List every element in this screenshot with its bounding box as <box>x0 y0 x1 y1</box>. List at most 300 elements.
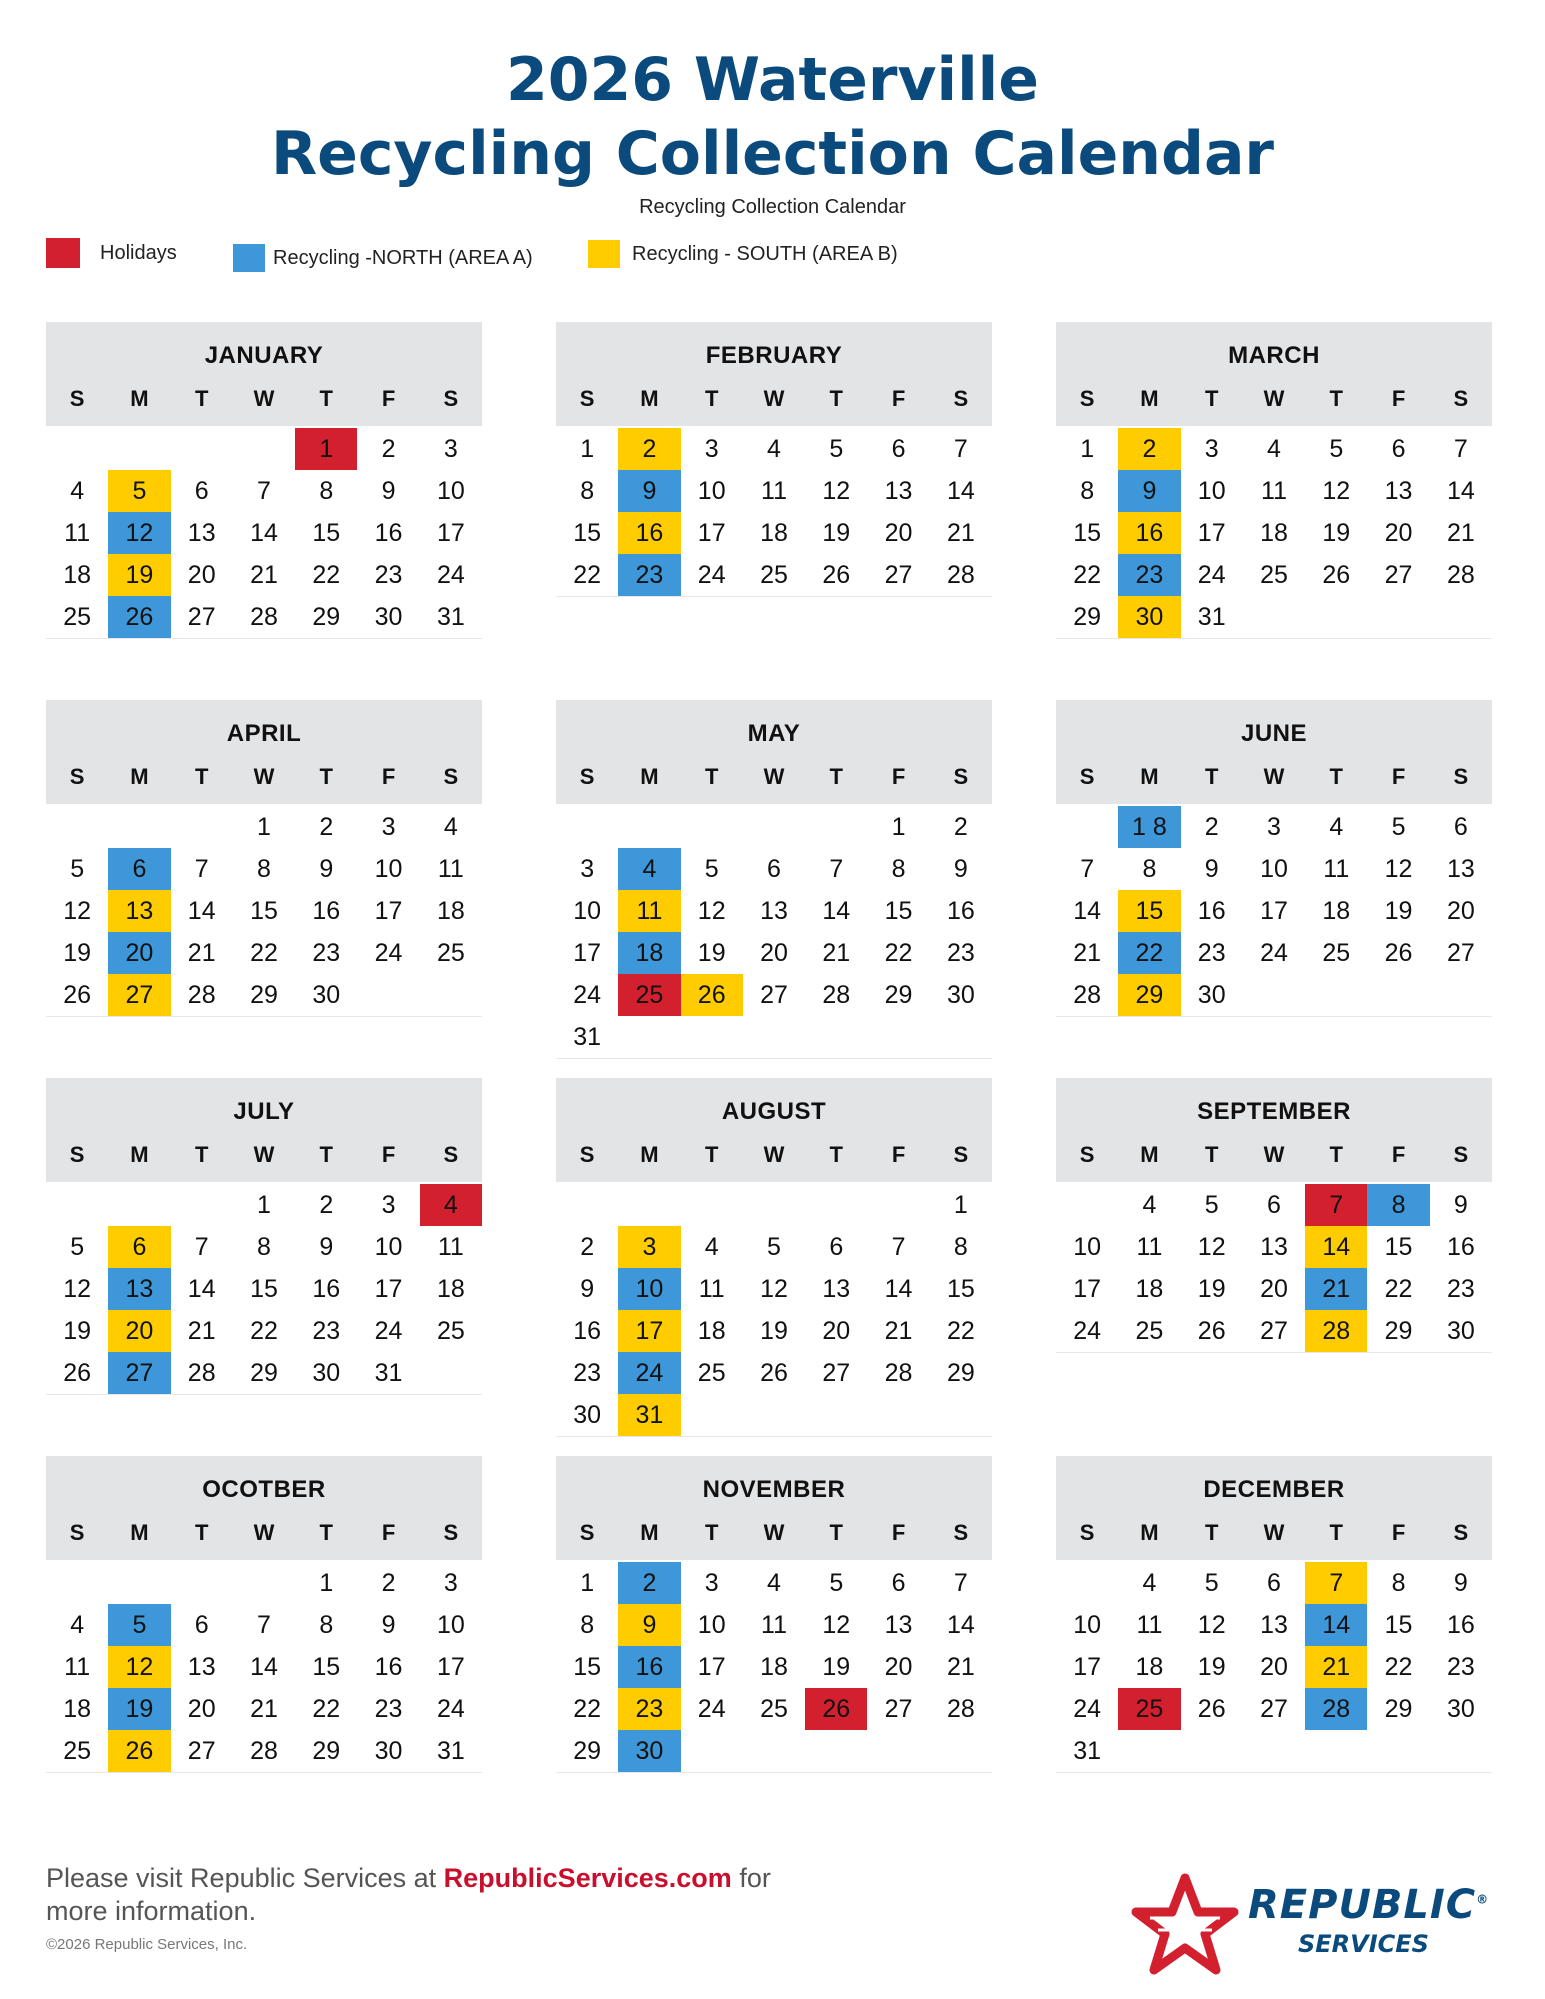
day-cell: 24 <box>697 560 726 589</box>
north-pickup-day: 6 <box>108 848 170 890</box>
day-cell: 30 <box>1446 1694 1475 1723</box>
day-cell: 30 <box>573 1400 602 1429</box>
day-cell: 31 <box>436 1736 465 1765</box>
day-cell: 19 <box>1197 1652 1226 1681</box>
day-cell: 19 <box>760 1316 788 1345</box>
empty-cell <box>618 1184 680 1226</box>
weekday-label: F <box>1391 1142 1406 1167</box>
day-cell: 17 <box>374 896 403 925</box>
south-pickup-day: 17 <box>618 1310 680 1352</box>
footer-text: Please visit Republic Services at <box>46 1863 444 1893</box>
day-cell: 13 <box>187 1652 216 1681</box>
day-cell: 12 <box>760 1274 788 1303</box>
empty-cell <box>681 806 743 848</box>
calendar-title-line2: Recycling Collection Calendar <box>270 119 1275 189</box>
day-cell: 5 <box>1391 812 1406 841</box>
republic-services-logo <box>1130 1872 1490 1982</box>
day-cell: 28 <box>187 980 216 1009</box>
day-cell: 20 <box>187 1694 216 1723</box>
weekday-row <box>46 1520 482 1546</box>
weekday-label: M <box>640 764 659 789</box>
day-cell: 26 <box>1322 560 1351 589</box>
day-cell: 21 <box>1073 938 1102 967</box>
day-cell: 14 <box>946 1610 975 1639</box>
month-header <box>1056 1456 1492 1560</box>
empty-cell <box>108 1562 170 1604</box>
month-september <box>1056 1078 1492 1353</box>
day-cell: 8 <box>1080 476 1095 505</box>
day-grid <box>46 1560 482 1773</box>
weekday-label: M <box>1140 1520 1159 1545</box>
south-pickup-day: 6 <box>108 1226 170 1268</box>
day-cell: 18 <box>63 1694 92 1723</box>
day-cell: 13 <box>760 896 788 925</box>
day-cell: 21 <box>187 938 216 967</box>
day-cell: 29 <box>312 602 341 631</box>
day-cell: 21 <box>822 938 851 967</box>
empty-cell <box>233 428 295 470</box>
day-cell: 11 <box>1136 1232 1163 1261</box>
day-cell: 25 <box>63 602 92 631</box>
weekday-row <box>556 764 992 790</box>
republic-services-link[interactable]: RepublicServices.com <box>443 1863 732 1893</box>
south-pickup-day: 16 <box>1118 512 1180 554</box>
day-grid <box>1056 1560 1492 1773</box>
empty-cell <box>171 1562 233 1604</box>
day-cell: 29 <box>1384 1316 1413 1345</box>
weekday-label: M <box>640 386 659 411</box>
day-grid <box>46 1182 482 1395</box>
day-cell: 27 <box>884 560 913 589</box>
south-pickup-day: 20 <box>108 1310 170 1352</box>
day-cell: 25 <box>436 938 465 967</box>
empty-cell <box>618 806 680 848</box>
day-cell: 12 <box>1384 854 1413 883</box>
month-header <box>46 1456 482 1560</box>
weekday-label: S <box>953 1142 969 1167</box>
day-cell: 8 <box>257 854 271 883</box>
weekday-label: S <box>1453 1520 1469 1545</box>
day-cell: 15 <box>250 896 278 925</box>
day-cell: 16 <box>374 518 403 547</box>
day-cell: 8 <box>891 854 906 883</box>
day-cell: 19 <box>1322 518 1351 547</box>
north-pickup-day: 27 <box>108 1352 170 1394</box>
day-cell: 14 <box>822 896 851 925</box>
weekday-label: T <box>194 1520 209 1545</box>
month-header <box>46 700 482 804</box>
day-cell: 28 <box>884 1358 913 1387</box>
day-cell: 22 <box>250 1316 278 1345</box>
day-cell: 2 <box>953 812 968 841</box>
day-cell: 28 <box>1446 560 1475 589</box>
weekday-label: T <box>1204 1520 1219 1545</box>
north-pickup-day: 24 <box>618 1352 680 1394</box>
weekday-label: T <box>1204 1142 1219 1167</box>
day-cell: 21 <box>946 518 975 547</box>
north-pickup-day: 12 <box>108 512 170 554</box>
weekday-label: T <box>704 386 719 411</box>
day-cell: 19 <box>63 938 92 967</box>
south-pickup-day: 2 <box>1118 428 1180 470</box>
day-cell: 7 <box>953 1568 968 1597</box>
day-cell: 15 <box>573 1652 602 1681</box>
day-cell: 26 <box>1197 1694 1226 1723</box>
month-ocotber <box>46 1456 482 1773</box>
south-pickup-day: 30 <box>1118 596 1180 638</box>
south-pickup-day: 28 <box>1305 1310 1367 1352</box>
weekday-label: T <box>194 764 209 789</box>
day-cell: 7 <box>891 1232 906 1261</box>
empty-cell <box>1056 1184 1118 1226</box>
day-cell: 24 <box>1260 938 1288 967</box>
weekday-label: F <box>381 764 396 789</box>
day-cell: 3 <box>1267 812 1281 841</box>
day-cell: 4 <box>1142 1190 1157 1219</box>
weekday-label: S <box>1079 1520 1095 1545</box>
south-pickup-day: 11 <box>618 890 680 932</box>
day-cell: 4 <box>443 812 458 841</box>
day-cell: 19 <box>1384 896 1413 925</box>
empty-cell <box>46 1184 108 1226</box>
day-cell: 21 <box>250 1694 278 1723</box>
month-name: OCOTBER <box>202 1476 326 1503</box>
day-cell: 27 <box>822 1358 851 1387</box>
day-cell: 25 <box>436 1316 465 1345</box>
day-cell: 30 <box>1197 980 1226 1009</box>
month-header <box>556 322 992 426</box>
day-cell: 18 <box>760 518 788 547</box>
month-name: NOVEMBER <box>702 1476 846 1503</box>
day-cell: 14 <box>187 896 216 925</box>
day-cell: 4 <box>1329 812 1344 841</box>
south-pickup-day: 13 <box>108 890 170 932</box>
weekday-label: W <box>763 1142 785 1167</box>
day-cell: 2 <box>381 434 396 463</box>
empty-cell <box>805 806 867 848</box>
day-cell: 22 <box>946 1316 975 1345</box>
day-cell: 19 <box>1197 1274 1226 1303</box>
month-may <box>556 700 992 1059</box>
day-cell: 16 <box>1446 1610 1475 1639</box>
day-cell: 16 <box>312 1274 341 1303</box>
weekday-label: W <box>1263 386 1285 411</box>
weekday-label: S <box>443 1142 459 1167</box>
day-cell: 23 <box>374 560 403 589</box>
day-cell: 6 <box>891 1568 906 1597</box>
holiday-day: 25 <box>1118 1688 1180 1730</box>
weekday-label: M <box>640 1142 659 1167</box>
month-name: SEPTEMBER <box>1197 1098 1351 1125</box>
empty-cell <box>1056 806 1118 848</box>
month-name: MARCH <box>1228 342 1320 369</box>
day-cell: 20 <box>1384 518 1413 547</box>
day-cell: 13 <box>1384 476 1413 505</box>
day-cell: 4 <box>1142 1568 1157 1597</box>
day-cell: 12 <box>63 1274 92 1303</box>
weekday-label: T <box>319 1142 333 1167</box>
day-cell: 17 <box>1073 1652 1102 1681</box>
month-header <box>46 1078 482 1182</box>
day-cell: 28 <box>250 1736 278 1765</box>
day-cell: 29 <box>250 980 278 1009</box>
month-header <box>46 322 482 426</box>
weekday-label: M <box>130 1142 149 1167</box>
month-name: MAY <box>747 720 801 747</box>
weekday-row <box>1056 1520 1492 1546</box>
empty-cell <box>556 1184 618 1226</box>
day-cell: 15 <box>1073 518 1102 547</box>
day-cell: 27 <box>187 1736 216 1765</box>
day-cell: 10 <box>1197 476 1226 505</box>
day-cell: 13 <box>187 518 216 547</box>
day-cell: 11 <box>437 854 464 883</box>
day-cell: 9 <box>381 1610 396 1639</box>
weekday-label: S <box>69 1520 85 1545</box>
north-pickup-day: 28 <box>1305 1688 1367 1730</box>
day-cell: 20 <box>760 938 788 967</box>
month-header <box>1056 700 1492 804</box>
day-cell: 29 <box>884 980 913 1009</box>
month-march <box>1056 322 1492 639</box>
month-february <box>556 322 992 597</box>
month-name: JULY <box>233 1098 295 1125</box>
day-cell: 24 <box>436 1694 465 1723</box>
south-pickup-day: 2 <box>618 428 680 470</box>
empty-cell <box>681 1184 743 1226</box>
day-cell: 11 <box>64 518 91 547</box>
day-cell: 29 <box>1384 1694 1413 1723</box>
day-cell: 17 <box>1073 1274 1102 1303</box>
weekday-row <box>556 1142 992 1168</box>
weekday-row <box>46 386 482 412</box>
day-cell: 31 <box>573 1022 602 1051</box>
day-cell: 11 <box>761 1610 787 1639</box>
copyright: ©2026 Republic Services, Inc. <box>46 1936 248 1953</box>
legend-north-label: Recycling -NORTH (AREA A) <box>273 246 533 269</box>
day-cell: 14 <box>1446 476 1475 505</box>
empty-cell <box>743 1184 805 1226</box>
footer-line2: more information. <box>46 1896 257 1926</box>
day-cell: 11 <box>1323 854 1350 883</box>
day-cell: 11 <box>64 1652 91 1681</box>
empty-cell <box>46 1562 108 1604</box>
day-cell: 26 <box>760 1358 788 1387</box>
weekday-label: M <box>1140 386 1159 411</box>
day-cell: 24 <box>1073 1316 1102 1345</box>
weekday-label: S <box>443 386 459 411</box>
weekday-label: S <box>443 1520 459 1545</box>
month-name: FEBRUARY <box>705 342 843 369</box>
weekday-label: T <box>1329 386 1343 411</box>
day-cell: 9 <box>1453 1568 1468 1597</box>
month-name: JANUARY <box>204 342 324 369</box>
day-cell: 10 <box>1073 1610 1102 1639</box>
day-cell: 28 <box>1073 980 1102 1009</box>
day-cell: 27 <box>1384 560 1413 589</box>
north-pickup-day: 23 <box>1118 554 1180 596</box>
day-grid <box>1056 426 1492 639</box>
weekday-label: W <box>253 1520 275 1545</box>
day-grid <box>556 804 992 1059</box>
day-cell: 7 <box>194 854 209 883</box>
weekday-label: S <box>443 764 459 789</box>
day-cell: 22 <box>250 938 278 967</box>
day-cell: 6 <box>194 476 209 505</box>
day-cell: 12 <box>822 476 851 505</box>
day-cell: 6 <box>1267 1190 1281 1219</box>
south-pickup-day: 3 <box>618 1226 680 1268</box>
south-pickup-day: 31 <box>618 1394 680 1436</box>
day-cell: 22 <box>1384 1274 1413 1303</box>
weekday-label: T <box>704 1520 719 1545</box>
north-pickup-day: 21 <box>1305 1268 1367 1310</box>
day-cell: 19 <box>697 938 726 967</box>
weekday-label: S <box>953 764 969 789</box>
day-cell: 6 <box>767 854 781 883</box>
day-cell: 27 <box>187 602 216 631</box>
empty-cell <box>108 1184 170 1226</box>
day-cell: 23 <box>573 1358 602 1387</box>
weekday-label: T <box>319 1520 333 1545</box>
empty-cell <box>171 1184 233 1226</box>
weekday-label: S <box>1079 386 1095 411</box>
south-pickup-day: 26 <box>108 1730 170 1772</box>
weekday-row <box>556 386 992 412</box>
south-pickup-day: 21 <box>1305 1646 1367 1688</box>
empty-cell <box>108 806 170 848</box>
logo-subtext: SERVICES <box>1298 1930 1429 1958</box>
day-cell: 1 <box>891 812 906 841</box>
month-july <box>46 1078 482 1395</box>
day-cell: 3 <box>381 1190 396 1219</box>
month-header <box>556 700 992 804</box>
weekday-label: W <box>763 386 785 411</box>
day-cell: 15 <box>1384 1232 1413 1261</box>
weekday-label: F <box>1391 1520 1406 1545</box>
holidays-swatch <box>46 238 80 268</box>
day-cell: 29 <box>250 1358 278 1387</box>
weekday-label: W <box>763 764 785 789</box>
weekday-label: F <box>891 1142 906 1167</box>
day-cell: 16 <box>1446 1232 1475 1261</box>
day-cell: 7 <box>829 854 844 883</box>
north-pickup-day: 26 <box>108 596 170 638</box>
day-cell: 15 <box>946 1274 975 1303</box>
day-cell: 1 <box>1080 434 1095 463</box>
weekday-label: S <box>1453 1142 1469 1167</box>
day-cell: 21 <box>884 1316 913 1345</box>
empty-cell <box>1056 1562 1118 1604</box>
day-cell: 4 <box>70 1610 85 1639</box>
north-pickup-day: 30 <box>618 1730 680 1772</box>
weekday-label: M <box>130 386 149 411</box>
day-cell: 17 <box>374 1274 403 1303</box>
day-cell: 12 <box>1197 1610 1226 1639</box>
day-cell: 20 <box>822 1316 851 1345</box>
north-pickup-day: 2 <box>618 1562 680 1604</box>
month-january <box>46 322 482 639</box>
weekday-label: F <box>891 1520 906 1545</box>
north-pickup-day: 9 <box>618 470 680 512</box>
empty-cell <box>171 806 233 848</box>
weekday-label: F <box>381 1520 396 1545</box>
north-pickup-day: 23 <box>618 554 680 596</box>
day-cell: 11 <box>1136 1610 1163 1639</box>
day-cell: 2 <box>381 1568 396 1597</box>
weekday-label: M <box>130 764 149 789</box>
south-pickup-day: 19 <box>108 554 170 596</box>
weekday-label: M <box>1140 1142 1159 1167</box>
legend-holidays <box>46 238 177 268</box>
day-cell: 21 <box>250 560 278 589</box>
day-grid <box>46 426 482 639</box>
day-cell: 7 <box>953 434 968 463</box>
weekday-label: T <box>829 386 843 411</box>
day-grid <box>1056 1182 1492 1353</box>
day-cell: 24 <box>573 980 602 1009</box>
day-cell: 17 <box>697 518 726 547</box>
day-cell: 17 <box>436 518 465 547</box>
day-cell: 24 <box>1197 560 1226 589</box>
day-cell: 19 <box>822 1652 851 1681</box>
day-cell: 30 <box>374 602 403 631</box>
north-pickup-day: 8 <box>1367 1184 1429 1226</box>
day-cell: 9 <box>1204 854 1219 883</box>
day-cell: 10 <box>436 476 465 505</box>
day-cell: 2 <box>1204 812 1219 841</box>
day-cell: 8 <box>319 476 334 505</box>
weekday-label: W <box>253 386 275 411</box>
day-cell: 25 <box>1322 938 1351 967</box>
day-cell: 24 <box>374 938 403 967</box>
day-cell: 9 <box>580 1274 595 1303</box>
day-cell: 11 <box>1261 476 1287 505</box>
day-cell: 8 <box>580 476 595 505</box>
month-december <box>1056 1456 1492 1773</box>
day-cell: 8 <box>257 1232 271 1261</box>
day-cell: 22 <box>1073 560 1102 589</box>
day-cell: 7 <box>1453 434 1468 463</box>
north-pickup-day: 5 <box>108 1604 170 1646</box>
day-cell: 3 <box>1204 434 1219 463</box>
day-cell: 23 <box>312 1316 341 1345</box>
weekday-label: W <box>1263 1142 1285 1167</box>
day-cell: 6 <box>1391 434 1406 463</box>
day-cell: 26 <box>1384 938 1413 967</box>
south-pickup-day: 23 <box>618 1688 680 1730</box>
day-cell: 16 <box>946 896 975 925</box>
day-cell: 1 <box>953 1190 968 1219</box>
day-cell: 6 <box>829 1232 844 1261</box>
day-cell: 9 <box>319 1232 334 1261</box>
day-cell: 20 <box>1446 896 1475 925</box>
south-swatch <box>588 240 620 268</box>
holiday-day: 26 <box>805 1688 867 1730</box>
weekday-label: T <box>1204 386 1219 411</box>
day-cell: 21 <box>187 1316 216 1345</box>
day-cell: 10 <box>374 1232 403 1261</box>
day-cell: 1 <box>580 434 595 463</box>
month-november <box>556 1456 992 1773</box>
month-header <box>556 1456 992 1560</box>
day-cell: 18 <box>1135 1274 1164 1303</box>
day-cell: 26 <box>822 560 851 589</box>
day-cell: 3 <box>704 1568 719 1597</box>
day-cell: 14 <box>1073 896 1102 925</box>
legend-south <box>588 240 898 268</box>
day-cell: 20 <box>1260 1652 1288 1681</box>
